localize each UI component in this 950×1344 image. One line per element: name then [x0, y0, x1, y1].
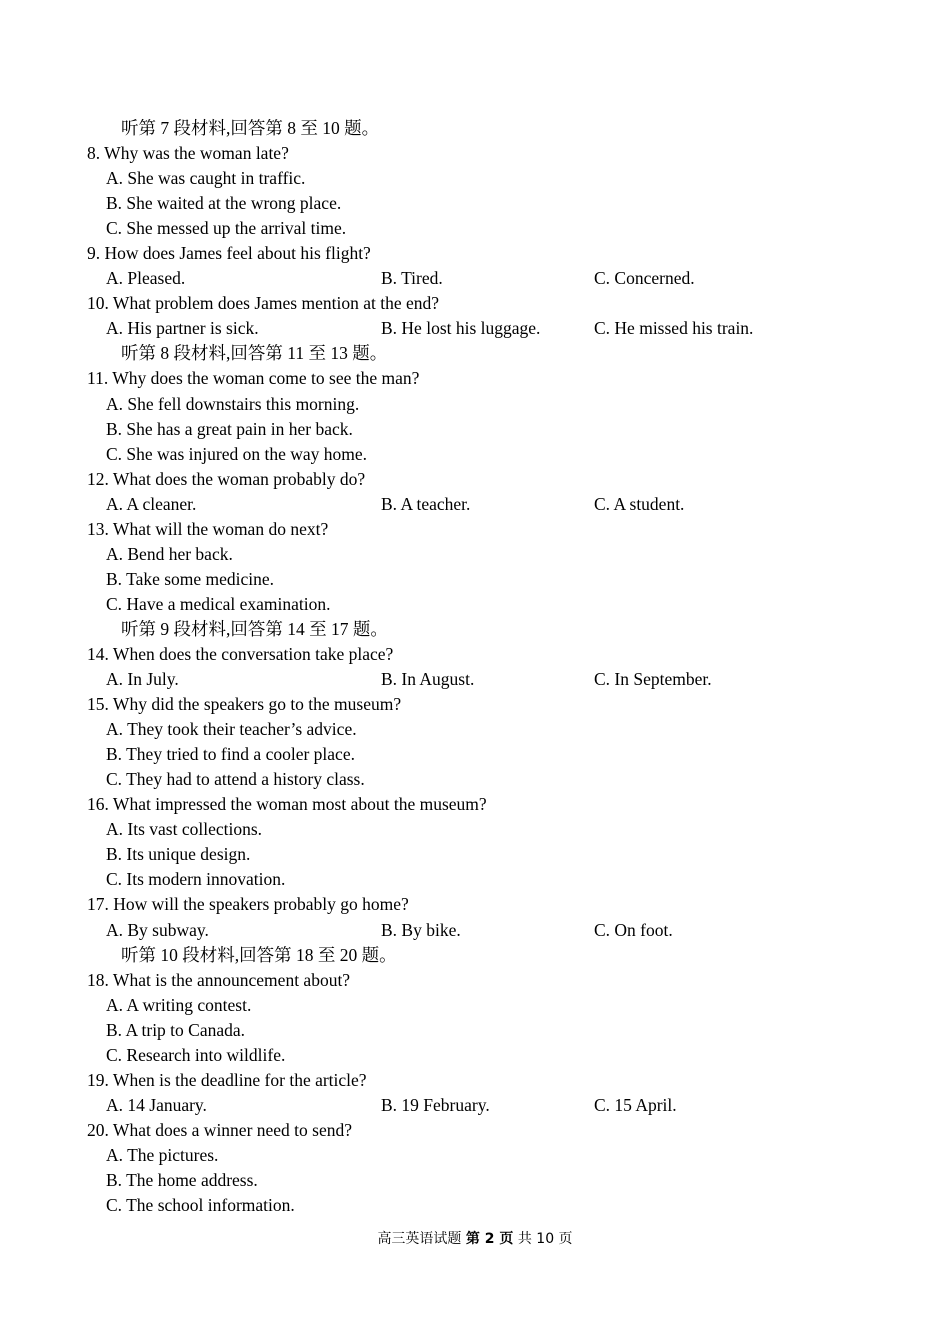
- option-b: B. Its unique design.: [106, 844, 251, 865]
- footer-total-pages: 共 10 页: [517, 1231, 573, 1247]
- option-c: C. He missed his train.: [594, 318, 754, 339]
- option-c: C. Have a medical examination.: [106, 593, 331, 614]
- option-b: B. Take some medicine.: [106, 568, 275, 589]
- page-footer: [0, 1228, 950, 1248]
- question-stem: 14. When does the conversation take place?: [87, 643, 394, 664]
- option-c: C. Research into wildlife.: [106, 1044, 286, 1065]
- option-row: [0, 316, 950, 341]
- option-row: [0, 918, 950, 943]
- option-row: [0, 1093, 950, 1118]
- question-stem: 10. What problem does James mention at the end?: [87, 293, 440, 314]
- question-stem: 16. What impressed the woman most about the museum?: [87, 794, 487, 815]
- footer-page-number: 第 2 页: [465, 1231, 514, 1247]
- option-row: [0, 266, 950, 291]
- question-stem: 12. What does the woman probably do?: [87, 468, 366, 489]
- option-c: C. Concerned.: [594, 268, 695, 289]
- question-stem: 15. Why did the speakers go to the museum?: [87, 694, 402, 715]
- option-a: A. A cleaner.: [106, 493, 197, 514]
- option-a: A. The pictures.: [106, 1144, 219, 1165]
- question-stem: 20. What does a winner need to send?: [87, 1119, 353, 1140]
- option-c: C. The school information.: [106, 1195, 295, 1216]
- option-b: B. The home address.: [106, 1169, 258, 1190]
- option-a: A. She was caught in traffic.: [106, 168, 306, 189]
- option-a: A. 14 January.: [106, 1094, 207, 1115]
- question-stem: 8. Why was the woman late?: [87, 143, 289, 164]
- footer-subject: 高三英语试题: [377, 1231, 462, 1247]
- option-b: B. 19 February.: [381, 1094, 490, 1115]
- option-c: C. Its modern innovation.: [106, 869, 286, 890]
- option-b: B. She has a great pain in her back.: [106, 418, 353, 439]
- question-stem: 11. Why does the woman come to see the man?: [87, 368, 420, 389]
- option-c: C. She was injured on the way home.: [106, 443, 367, 464]
- option-a: A. She fell downstairs this morning.: [106, 393, 360, 414]
- option-a: A. By subway.: [106, 919, 209, 940]
- question-stem: 9. How does James feel about his flight?: [87, 243, 371, 264]
- question-stem: 19. When is the deadline for the article?: [87, 1069, 367, 1090]
- exam-page-content: [0, 116, 950, 1218]
- section-heading: 听第 10 段材料,回答第 18 至 20 题。: [121, 944, 397, 965]
- option-c: C. On foot.: [594, 919, 673, 940]
- option-a: A. Pleased.: [106, 268, 186, 289]
- section-heading: 听第 8 段材料,回答第 11 至 13 题。: [121, 343, 388, 364]
- option-b: B. A trip to Canada.: [106, 1019, 246, 1040]
- option-b: B. By bike.: [381, 919, 461, 940]
- question-stem: 18. What is the announcement about?: [87, 969, 351, 990]
- option-a: A. His partner is sick.: [106, 318, 259, 339]
- section-heading: 听第 7 段材料,回答第 8 至 10 题。: [121, 118, 380, 138]
- question-stem: 17. How will the speakers probably go home?: [87, 894, 409, 915]
- option-b: B. He lost his luggage.: [381, 318, 541, 339]
- option-b: B. Tired.: [381, 268, 443, 289]
- question-stem: 13. What will the woman do next?: [87, 518, 329, 539]
- option-c: C. They had to attend a history class.: [106, 769, 365, 790]
- option-c: C. She messed up the arrival time.: [106, 218, 347, 239]
- option-b: B. She waited at the wrong place.: [106, 193, 342, 214]
- option-row: [0, 492, 950, 517]
- option-a: A. Bend her back.: [106, 543, 233, 564]
- option-a: A. A writing contest.: [106, 994, 252, 1015]
- option-c: C. In September.: [594, 669, 712, 690]
- option-row: [0, 667, 950, 692]
- option-b: B. They tried to find a cooler place.: [106, 744, 355, 765]
- option-c: C. 15 April.: [594, 1094, 677, 1115]
- option-a: A. In July.: [106, 669, 179, 690]
- option-b: B. A teacher.: [381, 493, 471, 514]
- option-c: C. A student.: [594, 493, 685, 514]
- option-b: B. In August.: [381, 669, 475, 690]
- option-a: A. Its vast collections.: [106, 819, 263, 840]
- option-a: A. They took their teacher’s advice.: [106, 719, 357, 740]
- section-heading: 听第 9 段材料,回答第 14 至 17 题。: [121, 618, 388, 639]
